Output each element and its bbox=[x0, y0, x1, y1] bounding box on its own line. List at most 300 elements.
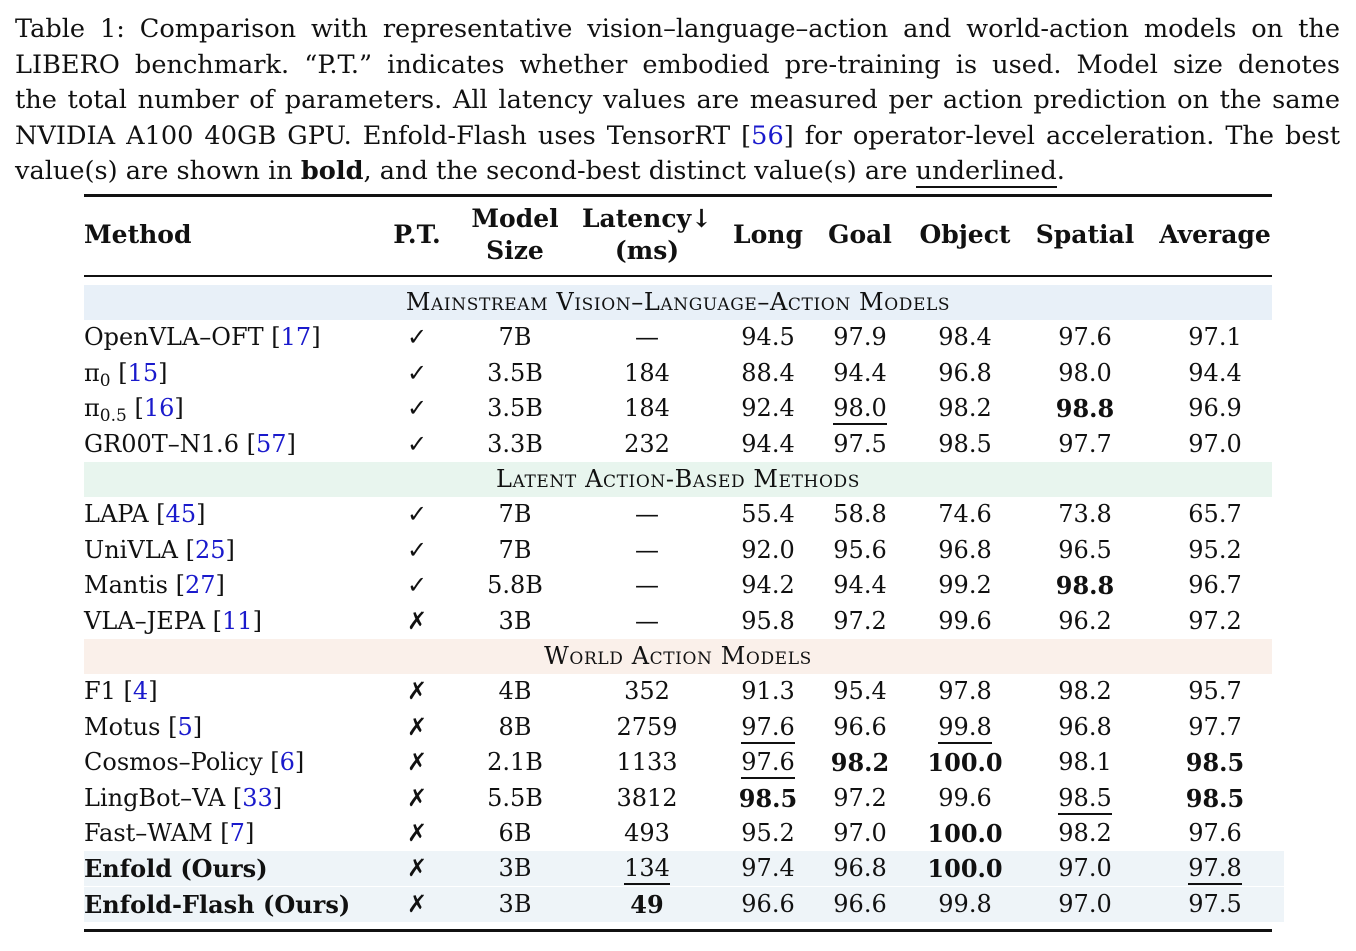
method-label: Fast–WAM [ bbox=[84, 819, 230, 847]
goal-value: 58.8 bbox=[833, 500, 887, 529]
size-cell bbox=[462, 391, 568, 426]
latency-cell bbox=[580, 745, 714, 780]
bottom-rule bbox=[84, 929, 1272, 932]
size-value: 3.3B bbox=[487, 429, 543, 458]
check-icon bbox=[385, 391, 449, 426]
goal-value: 96.8 bbox=[833, 854, 887, 883]
latency-value: — bbox=[635, 323, 659, 352]
spatial-cell bbox=[1032, 320, 1138, 355]
group-header: World Action Models bbox=[84, 639, 1272, 674]
table-row bbox=[84, 427, 1272, 462]
method-label: Enfold (Ours) bbox=[84, 854, 268, 884]
object-value: 100.0 bbox=[927, 854, 1003, 884]
long-value: 55.4 bbox=[741, 500, 795, 529]
size-cell bbox=[462, 320, 568, 355]
long-value: 92.0 bbox=[741, 535, 795, 564]
header-latency-line1: Latency↓ bbox=[581, 204, 713, 233]
average-value: 65.7 bbox=[1188, 500, 1242, 529]
table-row bbox=[84, 674, 1272, 709]
long-cell bbox=[728, 391, 808, 426]
bracket: ] bbox=[158, 358, 168, 387]
bracket: ] bbox=[174, 394, 184, 423]
size-value: 8B bbox=[498, 712, 532, 741]
average-value: 97.7 bbox=[1188, 712, 1242, 741]
citation-link[interactable]: 7 bbox=[229, 819, 245, 847]
object-value: 99.8 bbox=[938, 889, 992, 918]
spatial-value: 73.8 bbox=[1058, 500, 1112, 529]
method-name bbox=[84, 427, 296, 462]
object-value: 96.8 bbox=[938, 535, 992, 564]
table-row bbox=[84, 391, 1272, 426]
spatial-value: 98.5 bbox=[1058, 784, 1111, 815]
goal-value: 95.6 bbox=[833, 535, 887, 564]
size-cell bbox=[462, 710, 568, 745]
latency-cell bbox=[580, 781, 714, 816]
average-value: 97.6 bbox=[1188, 819, 1242, 847]
bracket: ] bbox=[244, 819, 255, 847]
pt-value: ✓ bbox=[406, 535, 428, 564]
cross-icon bbox=[385, 816, 449, 851]
object-value: 96.8 bbox=[938, 358, 992, 387]
size-value: 6B bbox=[498, 819, 532, 847]
caption-line bbox=[15, 48, 1340, 84]
size-cell bbox=[462, 887, 568, 922]
goal-value: 97.9 bbox=[833, 323, 887, 352]
method-name bbox=[84, 781, 282, 816]
spatial-value: 98.8 bbox=[1055, 394, 1115, 424]
latency-value: 352 bbox=[624, 677, 670, 706]
header-rule bbox=[84, 275, 1272, 277]
spatial-value: 97.0 bbox=[1058, 889, 1112, 918]
goal-value: 94.4 bbox=[833, 571, 887, 600]
spatial-cell bbox=[1032, 356, 1138, 391]
latency-cell bbox=[580, 497, 714, 532]
citation-link[interactable]: 45 bbox=[165, 500, 197, 529]
goal-value: 96.6 bbox=[833, 712, 887, 741]
size-value: 5.5B bbox=[487, 783, 543, 812]
spatial-value: 96.5 bbox=[1058, 535, 1112, 564]
object-value: 99.2 bbox=[938, 571, 992, 600]
size-value: 3.5B bbox=[487, 358, 543, 387]
spatial-cell bbox=[1032, 497, 1138, 532]
method-label: VLA–JEPA [ bbox=[84, 606, 223, 635]
latency-cell bbox=[580, 391, 714, 426]
spatial-value: 98.2 bbox=[1058, 819, 1112, 847]
cross-icon bbox=[385, 710, 449, 745]
goal-value: 98.0 bbox=[833, 394, 886, 425]
check-icon bbox=[385, 356, 449, 391]
long-value: 88.4 bbox=[741, 358, 795, 387]
latency-cell bbox=[580, 816, 714, 851]
caption-text: bold bbox=[300, 156, 364, 187]
method-name bbox=[84, 745, 304, 780]
goal-cell bbox=[822, 427, 898, 462]
latency-cell bbox=[580, 710, 714, 745]
citation-link[interactable]: 16 bbox=[143, 394, 175, 423]
size-value: 4B bbox=[498, 677, 532, 706]
spatial-value: 96.8 bbox=[1058, 712, 1112, 741]
average-cell bbox=[1156, 497, 1274, 532]
pt-value: ✓ bbox=[406, 429, 428, 458]
citation-link[interactable]: 5 bbox=[177, 712, 193, 741]
average-cell bbox=[1156, 851, 1274, 886]
check-icon bbox=[385, 568, 449, 603]
spatial-cell bbox=[1032, 391, 1138, 426]
spatial-value: 96.2 bbox=[1058, 606, 1112, 635]
pt-value: ✗ bbox=[406, 819, 428, 847]
average-value: 97.5 bbox=[1188, 889, 1242, 918]
cross-icon bbox=[385, 745, 449, 780]
header-goal: Goal bbox=[828, 220, 892, 249]
latency-value: 184 bbox=[624, 358, 670, 387]
average-cell bbox=[1156, 427, 1274, 462]
citation-link[interactable]: 6 bbox=[279, 748, 295, 777]
latency-value: 49 bbox=[630, 889, 664, 919]
object-cell bbox=[914, 497, 1016, 532]
caption-text: underlined bbox=[915, 156, 1057, 187]
header-average: Average bbox=[1159, 220, 1271, 249]
spatial-cell bbox=[1032, 568, 1138, 603]
latency-cell bbox=[580, 887, 714, 922]
spatial-value: 98.8 bbox=[1055, 571, 1115, 601]
spatial-value: 98.2 bbox=[1058, 677, 1112, 706]
latency-cell bbox=[580, 356, 714, 391]
method-name bbox=[84, 887, 350, 922]
spatial-cell bbox=[1032, 745, 1138, 780]
method-label: π bbox=[84, 394, 100, 423]
object-cell bbox=[914, 533, 1016, 568]
average-value: 97.2 bbox=[1188, 606, 1242, 635]
caption-line bbox=[15, 119, 1340, 155]
long-cell bbox=[728, 568, 808, 603]
object-cell bbox=[914, 674, 1016, 709]
latency-value: — bbox=[635, 500, 659, 529]
table-row bbox=[84, 851, 1284, 886]
pt-value: ✗ bbox=[406, 783, 428, 812]
average-cell bbox=[1156, 674, 1274, 709]
citation-link[interactable]: 17 bbox=[280, 323, 312, 352]
average-value: 96.7 bbox=[1188, 571, 1242, 600]
latency-cell bbox=[580, 533, 714, 568]
table-row bbox=[84, 320, 1272, 355]
object-value: 100.0 bbox=[927, 748, 1003, 778]
size-cell bbox=[462, 356, 568, 391]
method-name bbox=[84, 604, 262, 639]
goal-cell bbox=[822, 320, 898, 355]
caption-text: NVIDIA A100 40GB GPU. Enfold-Flash uses TensorRT [ bbox=[15, 120, 752, 151]
caption-text: Table 1: Comparison with representative vision–language–action and world-action models on the bbox=[15, 14, 1340, 44]
size-value: 2.1B bbox=[487, 748, 543, 777]
average-value: 97.1 bbox=[1188, 323, 1242, 352]
bracket: ] bbox=[272, 783, 283, 812]
average-cell bbox=[1156, 604, 1274, 639]
long-value: 94.2 bbox=[741, 571, 795, 600]
long-value: 94.5 bbox=[741, 323, 795, 352]
method-label: F1 [ bbox=[84, 677, 133, 706]
latency-value: 184 bbox=[624, 394, 670, 423]
average-cell bbox=[1156, 356, 1274, 391]
check-icon bbox=[385, 320, 449, 355]
size-cell bbox=[462, 533, 568, 568]
object-cell bbox=[914, 320, 1016, 355]
header-method: Method bbox=[84, 220, 192, 249]
goal-cell bbox=[822, 674, 898, 709]
method-subscript: 0.5 bbox=[99, 406, 127, 427]
bracket: ] bbox=[225, 535, 235, 564]
cross-icon bbox=[385, 781, 449, 816]
goal-value: 97.2 bbox=[833, 606, 887, 635]
citation-link[interactable]: 15 bbox=[127, 358, 159, 387]
method-name bbox=[84, 674, 158, 709]
latency-value: 1133 bbox=[616, 748, 678, 777]
average-value: 98.5 bbox=[1185, 748, 1245, 778]
size-cell bbox=[462, 568, 568, 603]
caption-text: . bbox=[1056, 156, 1065, 187]
table-caption bbox=[15, 12, 1340, 190]
caption-text: , and the second-best distinct value(s) are bbox=[363, 156, 916, 187]
pt-value: ✓ bbox=[406, 323, 428, 352]
average-value: 95.7 bbox=[1188, 677, 1242, 706]
goal-cell bbox=[822, 497, 898, 532]
cross-icon bbox=[385, 604, 449, 639]
size-cell bbox=[462, 674, 568, 709]
size-cell bbox=[462, 851, 568, 886]
method-name bbox=[84, 533, 235, 568]
table-row bbox=[84, 533, 1272, 568]
table-row bbox=[84, 568, 1272, 603]
check-icon bbox=[385, 427, 449, 462]
spatial-value: 98.1 bbox=[1058, 748, 1112, 777]
long-value: 91.3 bbox=[741, 677, 795, 706]
method-name bbox=[84, 710, 202, 745]
average-cell bbox=[1156, 816, 1274, 851]
method-label: Motus [ bbox=[84, 712, 178, 741]
object-value: 98.2 bbox=[938, 394, 992, 423]
table-row bbox=[84, 604, 1272, 639]
latency-cell bbox=[580, 320, 714, 355]
table-row bbox=[84, 745, 1272, 780]
header-latency-line2: (ms) bbox=[614, 236, 680, 265]
size-value: 3B bbox=[498, 854, 532, 883]
citation-link[interactable]: 25 bbox=[194, 535, 226, 564]
average-cell bbox=[1156, 710, 1274, 745]
average-value: 97.8 bbox=[1188, 854, 1241, 885]
spatial-cell bbox=[1032, 781, 1138, 816]
object-cell bbox=[914, 887, 1016, 922]
citation-link[interactable]: 33 bbox=[242, 783, 273, 812]
method-label: GR00T–N1.6 [ bbox=[84, 429, 256, 458]
latency-cell bbox=[580, 568, 714, 603]
method-subscript: 0 bbox=[99, 370, 111, 391]
object-cell bbox=[914, 391, 1016, 426]
long-cell bbox=[728, 320, 808, 355]
method-label: Mantis [ bbox=[84, 571, 185, 600]
check-icon bbox=[385, 533, 449, 568]
caption-text: ] for operator-level acceleration. The best bbox=[783, 120, 1340, 151]
group-header: Latent Action-Based Methods bbox=[84, 462, 1272, 497]
pt-value: ✓ bbox=[406, 500, 428, 529]
long-value: 98.5 bbox=[738, 783, 798, 813]
object-cell bbox=[914, 356, 1016, 391]
latency-value: 2759 bbox=[616, 712, 678, 741]
goal-cell bbox=[822, 781, 898, 816]
bracket: ] bbox=[311, 323, 321, 352]
method-name bbox=[84, 851, 268, 886]
size-value: 3B bbox=[498, 606, 532, 635]
goal-value: 98.2 bbox=[830, 748, 890, 778]
pt-value: ✗ bbox=[406, 712, 428, 741]
header-object: Object bbox=[919, 220, 1011, 249]
cross-icon bbox=[385, 674, 449, 709]
spatial-cell bbox=[1032, 674, 1138, 709]
latency-cell bbox=[580, 604, 714, 639]
object-value: 97.8 bbox=[938, 677, 992, 706]
cross-icon bbox=[385, 851, 449, 886]
long-cell bbox=[728, 745, 808, 780]
citation-link[interactable]: 11 bbox=[222, 606, 253, 635]
bracket: ] bbox=[252, 606, 262, 635]
goal-value: 94.4 bbox=[833, 358, 887, 387]
goal-cell bbox=[822, 887, 898, 922]
object-cell bbox=[914, 604, 1016, 639]
long-cell bbox=[728, 816, 808, 851]
long-value: 97.4 bbox=[741, 854, 795, 883]
object-cell bbox=[914, 745, 1016, 780]
citation-link[interactable]: 27 bbox=[184, 571, 216, 600]
pt-value: ✓ bbox=[406, 571, 428, 600]
spatial-cell bbox=[1032, 816, 1138, 851]
goal-cell bbox=[822, 851, 898, 886]
citation-link[interactable]: 56 bbox=[751, 120, 784, 151]
method-name bbox=[84, 816, 254, 851]
caption-text: the total number of parameters. All latency values are measured per action prediction on the same bbox=[15, 85, 1340, 116]
caption-line bbox=[15, 83, 1340, 119]
object-value: 100.0 bbox=[927, 819, 1003, 848]
spatial-cell bbox=[1032, 851, 1138, 886]
average-cell bbox=[1156, 391, 1274, 426]
object-value: 98.4 bbox=[938, 323, 992, 352]
average-value: 94.4 bbox=[1188, 358, 1242, 387]
object-value: 98.5 bbox=[938, 429, 992, 458]
header-long: Long bbox=[733, 220, 803, 249]
method-label: Cosmos–Policy [ bbox=[84, 748, 280, 777]
long-cell bbox=[728, 710, 808, 745]
goal-cell bbox=[822, 816, 898, 851]
size-cell bbox=[462, 745, 568, 780]
latency-value: — bbox=[635, 606, 659, 635]
latency-value: 232 bbox=[624, 429, 670, 458]
long-cell bbox=[728, 851, 808, 886]
long-cell bbox=[728, 356, 808, 391]
latency-cell bbox=[580, 427, 714, 462]
spatial-value: 97.6 bbox=[1058, 323, 1112, 352]
goal-cell bbox=[822, 745, 898, 780]
long-value: 95.8 bbox=[741, 606, 795, 635]
citation-link[interactable]: 4 bbox=[132, 677, 149, 706]
spatial-value: 98.0 bbox=[1058, 358, 1112, 387]
long-value: 94.4 bbox=[741, 429, 795, 458]
long-cell bbox=[728, 674, 808, 709]
header-latency bbox=[580, 203, 714, 267]
pt-value: ✗ bbox=[406, 889, 428, 918]
top-rule bbox=[84, 194, 1272, 197]
goal-value: 97.0 bbox=[833, 819, 887, 847]
goal-value: 97.2 bbox=[833, 783, 887, 812]
size-value: 3.5B bbox=[487, 394, 543, 423]
bracket: ] bbox=[196, 500, 206, 529]
long-value: 96.6 bbox=[741, 889, 795, 918]
latency-value: — bbox=[635, 535, 659, 564]
latency-cell bbox=[580, 851, 714, 886]
method-label: [ bbox=[126, 394, 144, 423]
bracket: ] bbox=[294, 748, 305, 777]
average-cell bbox=[1156, 887, 1274, 922]
object-value: 99.6 bbox=[938, 606, 992, 635]
average-value: 95.2 bbox=[1188, 535, 1242, 564]
size-cell bbox=[462, 497, 568, 532]
spatial-cell bbox=[1032, 604, 1138, 639]
citation-link[interactable]: 57 bbox=[255, 429, 287, 458]
spatial-cell bbox=[1032, 887, 1138, 922]
long-cell bbox=[728, 604, 808, 639]
goal-cell bbox=[822, 533, 898, 568]
goal-cell bbox=[822, 356, 898, 391]
header-pt: P.T. bbox=[393, 220, 441, 249]
spatial-cell bbox=[1032, 710, 1138, 745]
pt-value: ✗ bbox=[406, 748, 428, 777]
size-value: 3B bbox=[498, 889, 532, 918]
pt-value: ✓ bbox=[406, 358, 428, 387]
average-value: 96.9 bbox=[1188, 394, 1242, 423]
caption-text: value(s) are shown in bbox=[15, 156, 301, 187]
long-cell bbox=[728, 497, 808, 532]
size-value: 7B bbox=[498, 535, 532, 564]
average-cell bbox=[1156, 781, 1274, 816]
average-cell bbox=[1156, 745, 1274, 780]
cross-icon bbox=[385, 887, 449, 922]
pt-value: ✗ bbox=[406, 854, 428, 883]
table-row bbox=[84, 497, 1272, 532]
spatial-value: 97.0 bbox=[1058, 854, 1112, 883]
table-row bbox=[84, 710, 1272, 745]
average-value: 97.0 bbox=[1188, 429, 1242, 458]
method-label: LAPA [ bbox=[84, 500, 166, 529]
pt-value: ✗ bbox=[406, 606, 428, 635]
latency-value: 3812 bbox=[616, 783, 678, 812]
long-value: 95.2 bbox=[741, 819, 795, 847]
goal-value: 95.4 bbox=[833, 677, 887, 706]
method-label: π bbox=[84, 358, 100, 387]
object-cell bbox=[914, 816, 1016, 851]
spatial-cell bbox=[1032, 533, 1138, 568]
object-cell bbox=[914, 568, 1016, 603]
bracket: ] bbox=[215, 571, 225, 600]
size-value: 7B bbox=[498, 323, 532, 352]
check-icon bbox=[385, 497, 449, 532]
table-row bbox=[84, 356, 1272, 391]
bracket: ] bbox=[148, 677, 158, 706]
method-label: LingBot–VA [ bbox=[84, 783, 243, 812]
long-cell bbox=[728, 781, 808, 816]
method-label: OpenVLA–OFT [ bbox=[84, 323, 281, 352]
object-value: 99.8 bbox=[938, 713, 991, 744]
long-value: 97.6 bbox=[741, 713, 794, 744]
header-model-size-line1: Model bbox=[471, 204, 559, 233]
latency-value: 493 bbox=[624, 819, 670, 847]
table-row bbox=[84, 887, 1284, 922]
caption-line bbox=[15, 12, 1340, 48]
latency-value: — bbox=[635, 571, 659, 600]
